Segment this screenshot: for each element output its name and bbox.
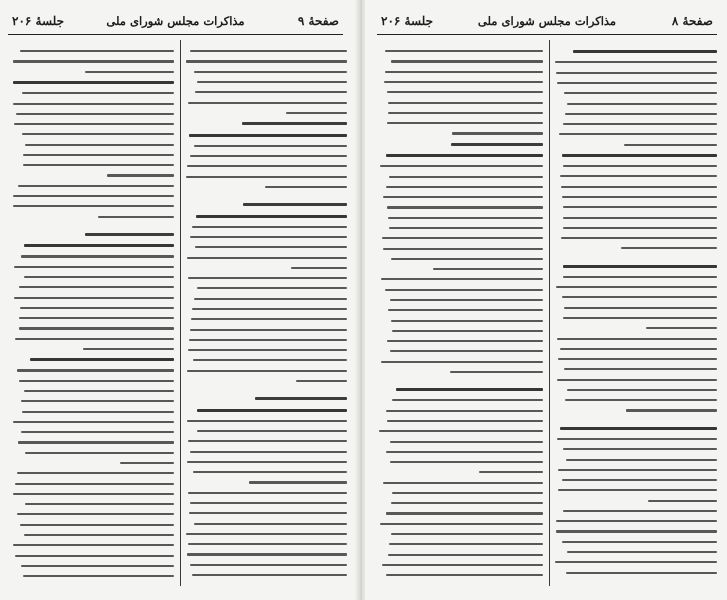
- text-line: [389, 227, 543, 229]
- text-line: [386, 451, 543, 453]
- text-line: [14, 266, 174, 268]
- text-line: [190, 564, 347, 566]
- text-line: [17, 369, 174, 371]
- text-line: [188, 349, 347, 351]
- text-line: [19, 286, 174, 288]
- text-line: [17, 513, 174, 515]
- text-line: [556, 72, 717, 74]
- text-line: [563, 217, 717, 219]
- text-line: [564, 92, 717, 94]
- text-line: [187, 370, 347, 372]
- text-line: [561, 186, 717, 188]
- text-line: [562, 479, 717, 481]
- text-line: [433, 268, 543, 270]
- left-page-column-left: [12, 42, 174, 586]
- text-line: [556, 530, 717, 532]
- text-line: [17, 472, 174, 474]
- text-line: [557, 82, 717, 84]
- text-line: [120, 462, 174, 464]
- text-line: [390, 299, 544, 301]
- text-line: [197, 430, 347, 432]
- text-line: [391, 320, 543, 322]
- text-line: [190, 50, 347, 52]
- text-line: [13, 544, 174, 546]
- text-line: [190, 155, 347, 157]
- text-line: [392, 492, 543, 494]
- text-line: [20, 524, 174, 526]
- text-line: [557, 438, 717, 440]
- text-line: [19, 327, 174, 329]
- text-line: [21, 431, 174, 433]
- text-line: [192, 226, 347, 228]
- text-line: [385, 289, 543, 291]
- text-line: [187, 553, 347, 555]
- text-line: [186, 60, 347, 62]
- text-line: [559, 133, 717, 135]
- text-line: [383, 248, 543, 250]
- text-line: [25, 503, 174, 505]
- speaker-line: [13, 81, 175, 84]
- text-line: [567, 389, 717, 391]
- text-line: [188, 440, 347, 442]
- text-line: [194, 145, 347, 147]
- paragraph-gap: [12, 218, 174, 225]
- text-line: [13, 205, 174, 207]
- text-line: [24, 390, 174, 392]
- right-page-column-left: [379, 42, 543, 586]
- text-line: [382, 564, 543, 566]
- text-line: [188, 277, 347, 279]
- text-line: [388, 217, 544, 219]
- speaker-line: [189, 134, 347, 137]
- paragraph-gap: [555, 412, 717, 419]
- text-line: [624, 144, 717, 146]
- text-line: [566, 459, 717, 461]
- text-line: [107, 174, 174, 176]
- text-line: [193, 471, 347, 473]
- heading-line: [451, 143, 543, 146]
- text-line: [20, 50, 174, 52]
- text-line: [565, 113, 717, 115]
- right-page-number: صفحهٔ ۸: [671, 14, 713, 28]
- text-line: [195, 91, 347, 93]
- text-line: [83, 348, 174, 350]
- text-line: [18, 441, 174, 443]
- text-line: [187, 257, 347, 259]
- text-line: [563, 123, 717, 125]
- text-line: [556, 520, 717, 522]
- text-line: [385, 71, 543, 73]
- text-line: [21, 400, 174, 402]
- paragraph-gap: [185, 188, 347, 195]
- text-line: [566, 572, 717, 574]
- speaker-line: [197, 409, 347, 412]
- text-line: [558, 489, 717, 491]
- text-line: [388, 554, 543, 556]
- text-line: [560, 348, 717, 350]
- text-line: [555, 61, 717, 63]
- text-line: [188, 492, 347, 494]
- text-line: [562, 296, 717, 298]
- text-line: [194, 298, 347, 300]
- text-line: [387, 420, 543, 422]
- right-page-column-right: [555, 42, 717, 586]
- text-line: [558, 469, 717, 471]
- text-line: [189, 512, 347, 514]
- text-line: [563, 510, 717, 512]
- text-line: [387, 206, 543, 208]
- text-line: [626, 409, 717, 411]
- text-line: [563, 227, 717, 229]
- left-page-column-rule: [180, 40, 181, 586]
- text-line: [563, 276, 717, 278]
- text-line: [194, 71, 347, 73]
- text-line: [386, 410, 543, 412]
- text-line: [564, 368, 717, 370]
- text-line: [21, 565, 174, 567]
- text-line: [193, 359, 347, 361]
- text-line: [187, 461, 347, 463]
- heading-line: [242, 122, 347, 125]
- text-line: [385, 50, 543, 52]
- text-line: [387, 91, 543, 93]
- text-line: [13, 60, 174, 62]
- text-line: [388, 102, 543, 104]
- text-line: [562, 196, 717, 198]
- text-line: [560, 175, 717, 177]
- text-line: [265, 186, 347, 188]
- text-line: [13, 493, 174, 495]
- text-line: [186, 176, 347, 178]
- text-line: [386, 512, 543, 514]
- text-line: [557, 338, 717, 340]
- text-line: [390, 350, 543, 352]
- text-line: [382, 237, 543, 239]
- text-line: [379, 430, 543, 432]
- text-line: [15, 555, 174, 557]
- text-line: [25, 452, 174, 454]
- text-line: [19, 317, 174, 319]
- text-line: [452, 132, 543, 134]
- text-line: [386, 574, 543, 576]
- heading-line: [255, 397, 347, 400]
- text-line: [195, 246, 347, 248]
- speaker-line: [24, 244, 174, 247]
- text-line: [286, 112, 347, 114]
- text-line: [25, 144, 174, 146]
- text-line: [20, 307, 174, 309]
- text-line: [85, 71, 174, 73]
- text-line: [380, 165, 543, 167]
- text-line: [383, 196, 543, 198]
- left-page-number: صفحهٔ ۹: [297, 14, 339, 28]
- speaker-line: [573, 50, 717, 53]
- text-line: [391, 533, 543, 535]
- paragraph-gap: [555, 249, 717, 256]
- text-line: [384, 81, 543, 83]
- text-line: [567, 103, 717, 105]
- left-page-column-right: [185, 42, 347, 586]
- text-line: [14, 123, 174, 125]
- text-line: [567, 551, 717, 553]
- text-line: [15, 483, 174, 485]
- text-line: [98, 216, 174, 218]
- text-line: [392, 330, 543, 332]
- text-line: [23, 154, 174, 156]
- text-line: [186, 533, 347, 535]
- text-line: [14, 297, 174, 299]
- text-line: [23, 575, 174, 577]
- text-line: [187, 165, 347, 167]
- text-line: [192, 574, 347, 576]
- text-line: [187, 420, 347, 422]
- text-line: [23, 164, 174, 166]
- text-line: [190, 329, 347, 331]
- heading-line: [85, 233, 174, 236]
- text-line: [563, 165, 717, 167]
- text-line: [558, 358, 717, 360]
- paragraph-gap: [379, 373, 543, 380]
- heading-line: [243, 203, 347, 206]
- text-line: [391, 502, 543, 504]
- text-line: [391, 258, 543, 260]
- text-line: [565, 399, 717, 401]
- text-line: [387, 340, 543, 342]
- text-line: [291, 267, 347, 269]
- text-line: [380, 523, 543, 525]
- right-page-session-label: جلسهٔ ۲۰۶: [381, 14, 434, 28]
- text-line: [388, 309, 543, 311]
- text-line: [386, 186, 543, 188]
- text-line: [13, 195, 174, 197]
- speaker-line: [562, 154, 717, 157]
- text-line: [296, 380, 347, 382]
- text-line: [556, 286, 717, 288]
- text-line: [16, 113, 174, 115]
- text-line: [561, 237, 717, 239]
- text-line: [563, 206, 717, 208]
- text-line: [249, 481, 347, 483]
- text-line: [191, 318, 347, 320]
- text-line: [194, 523, 347, 525]
- left-page-session-label: جلسهٔ ۲۰۶: [12, 14, 65, 28]
- text-line: [13, 103, 174, 105]
- text-line: [22, 411, 174, 413]
- text-line: [563, 317, 717, 319]
- paragraph-gap: [185, 382, 347, 389]
- text-line: [479, 471, 543, 473]
- text-line: [648, 500, 717, 502]
- text-line: [22, 92, 174, 94]
- right-page: [365, 0, 727, 600]
- left-page-header: [8, 8, 343, 35]
- text-line: [19, 380, 174, 382]
- text-line: [646, 327, 717, 329]
- text-line: [15, 338, 174, 340]
- text-line: [22, 133, 174, 135]
- text-line: [381, 361, 543, 363]
- text-line: [190, 236, 347, 238]
- text-line: [392, 399, 543, 401]
- text-line: [555, 561, 717, 563]
- text-line: [562, 541, 717, 543]
- text-line: [18, 185, 174, 187]
- speaker-line: [560, 427, 717, 430]
- text-line: [188, 543, 347, 545]
- text-line: [387, 122, 543, 124]
- text-line: [391, 60, 543, 62]
- text-line: [24, 534, 174, 536]
- text-line: [389, 543, 543, 545]
- text-line: [192, 308, 347, 310]
- text-line: [13, 421, 174, 423]
- text-line: [189, 339, 347, 341]
- left-page: [0, 0, 357, 600]
- text-line: [383, 482, 543, 484]
- text-line: [563, 448, 717, 450]
- text-line: [390, 461, 543, 463]
- text-line: [450, 371, 543, 373]
- text-line: [21, 255, 174, 257]
- text-line: [390, 441, 543, 443]
- text-line: [197, 81, 347, 83]
- speaker-line: [563, 265, 717, 268]
- text-line: [197, 287, 347, 289]
- right-page-running-title: مذاکرات مجلس شورای ملی: [477, 14, 617, 28]
- text-line: [190, 502, 347, 504]
- text-line: [564, 307, 717, 309]
- speaker-line: [396, 388, 543, 391]
- speaker-line: [196, 215, 347, 218]
- text-line: [188, 102, 347, 104]
- text-line: [24, 276, 174, 278]
- right-page-column-rule: [549, 40, 550, 586]
- text-line: [381, 278, 543, 280]
- text-line: [389, 176, 543, 178]
- left-page-running-title: مذاکرات مجلس شورای ملی: [106, 14, 245, 28]
- right-page-header: [377, 8, 717, 35]
- text-line: [190, 451, 347, 453]
- text-line: [557, 379, 717, 381]
- speaker-line: [386, 154, 543, 157]
- speaker-line: [30, 358, 174, 361]
- text-line: [388, 112, 543, 114]
